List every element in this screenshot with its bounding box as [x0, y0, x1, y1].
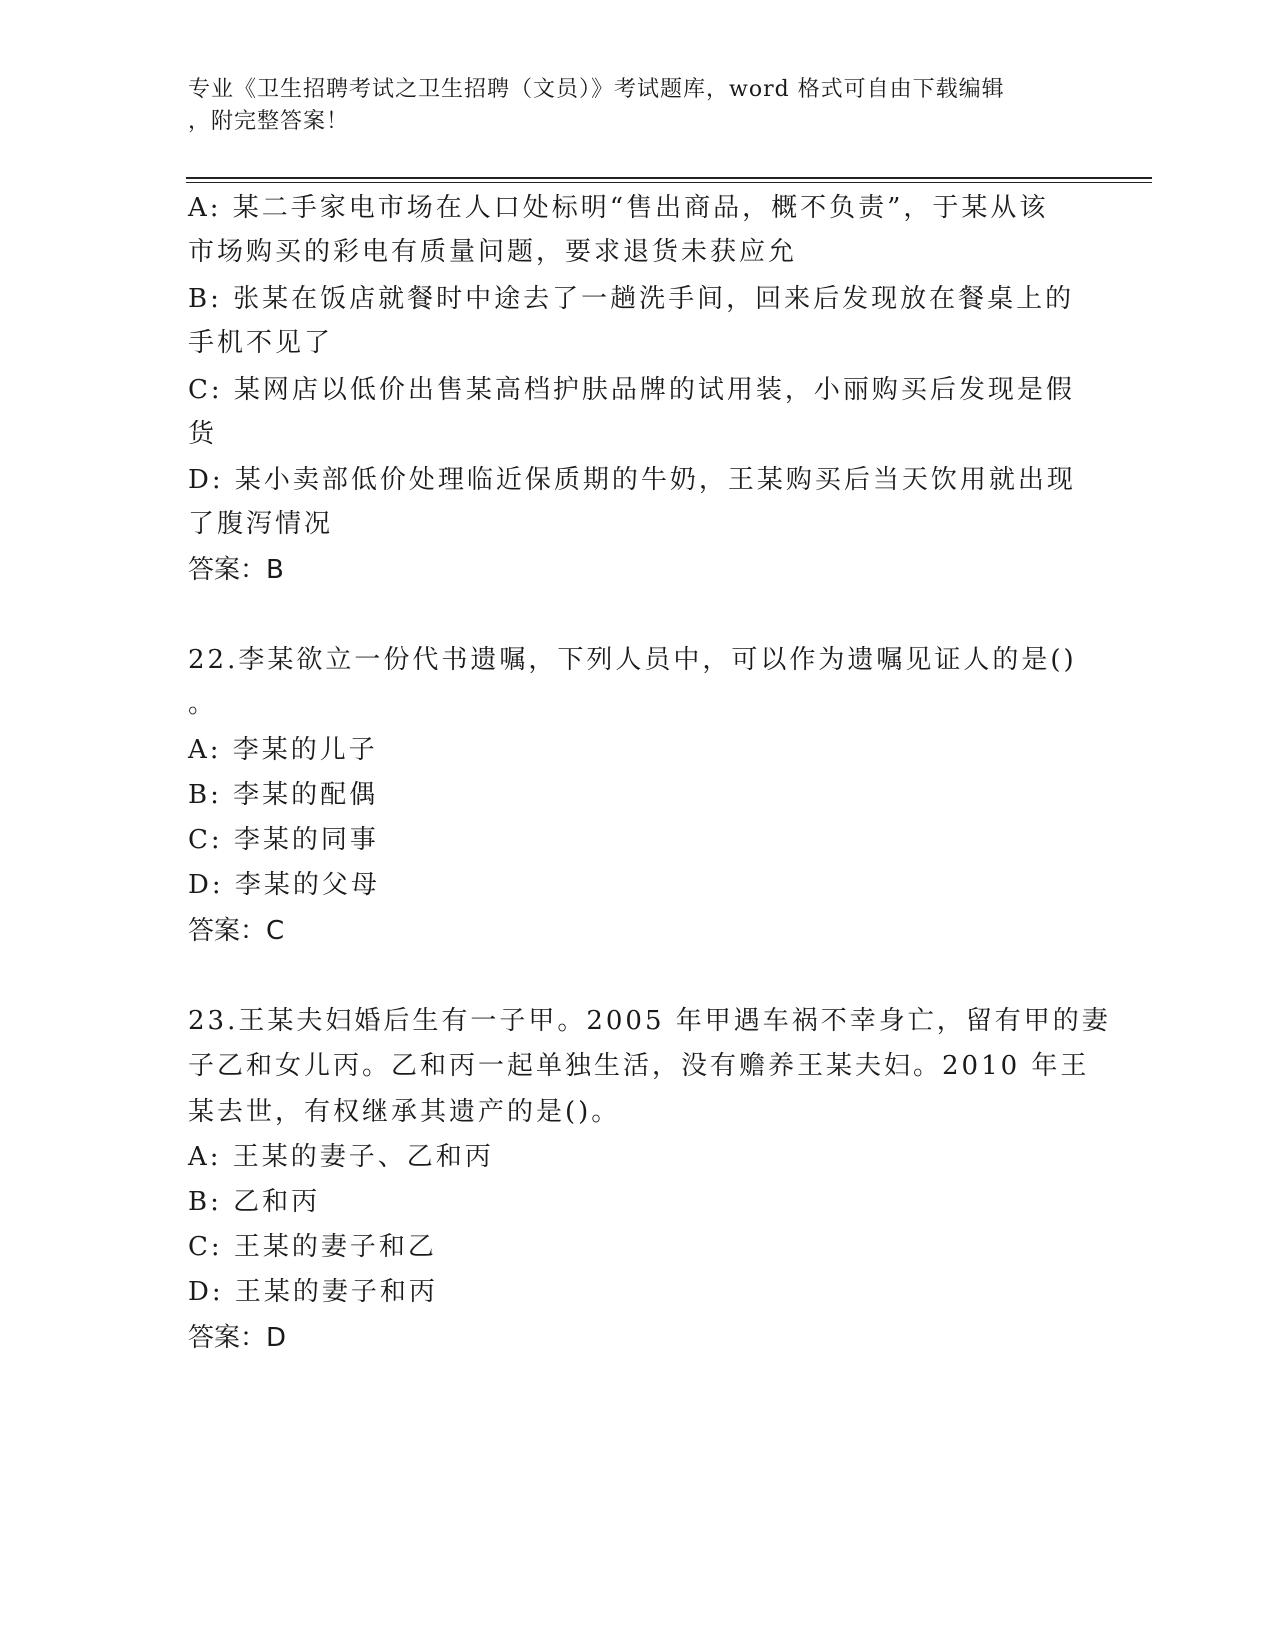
header-line-1: 专业《卫生招聘考试之卫生招聘（文员）》考试题库，word 格式可自由下载编辑 — [188, 77, 1005, 102]
q21-option-c-line-2: 货 — [188, 419, 218, 449]
q21-option-b-line-1: B: 张某在饭店就餐时中途去了一趟洗手间，回来后发现放在餐桌上的 — [188, 284, 1075, 314]
q22-stem-line-2: 。 — [188, 689, 218, 719]
q23-option-b: B: 乙和丙 — [188, 1187, 321, 1217]
q21-answer: 答案：B — [188, 555, 284, 585]
q22-answer: 答案：C — [188, 916, 285, 946]
q23-option-c: C: 王某的妻子和乙 — [188, 1232, 437, 1262]
q21-option-a-line-2: 市场购买的彩电有质量问题，要求退货未获应允 — [188, 237, 798, 267]
q22-option-b: B: 李某的配偶 — [188, 780, 379, 810]
q22-option-c: C: 李某的同事 — [188, 825, 379, 855]
q23-answer: 答案：D — [188, 1323, 287, 1353]
header-line-2: ，附完整答案！ — [188, 109, 350, 134]
q23-option-d: D: 王某的妻子和丙 — [188, 1277, 438, 1307]
q21-option-c-line-1: C: 某网店以低价出售某高档护肤品牌的试用装，小丽购买后发现是假 — [188, 375, 1075, 405]
q22-option-d: D: 李某的父母 — [188, 870, 380, 900]
page-header — [188, 74, 1088, 138]
q21-option-a-line-1: A: 某二手家电市场在人口处标明“售出商品，概不负责”，于某从该 — [188, 193, 1049, 223]
q21-option-d-line-2: 了腹泻情况 — [188, 509, 334, 539]
q21-option-b-line-2: 手机不见了 — [188, 328, 334, 358]
q23-stem-line-1: 23.王某夫妇婚后生有一子甲。2005 年甲遇车祸不幸身亡，留有甲的妻 — [188, 1006, 1111, 1036]
header-divider-thin — [186, 182, 1152, 183]
q22-option-a: A: 李某的儿子 — [188, 735, 378, 765]
header-divider-thick — [186, 177, 1152, 179]
q21-option-d-line-1: D: 某小卖部低价处理临近保质期的牛奶，王某购买后当天饮用就出现 — [188, 465, 1076, 495]
q22-stem-line-1: 22.李某欲立一份代书遗嘱，下列人员中，可以作为遗嘱见证人的是() — [188, 645, 1077, 675]
q23-stem-line-3: 某去世，有权继承其遗产的是()。 — [188, 1097, 621, 1127]
q23-stem-line-2: 子乙和女儿丙。乙和丙一起单独生活，没有赡养王某夫妇。2010 年王 — [188, 1051, 1090, 1081]
q23-option-a: A: 王某的妻子、乙和丙 — [188, 1142, 494, 1172]
